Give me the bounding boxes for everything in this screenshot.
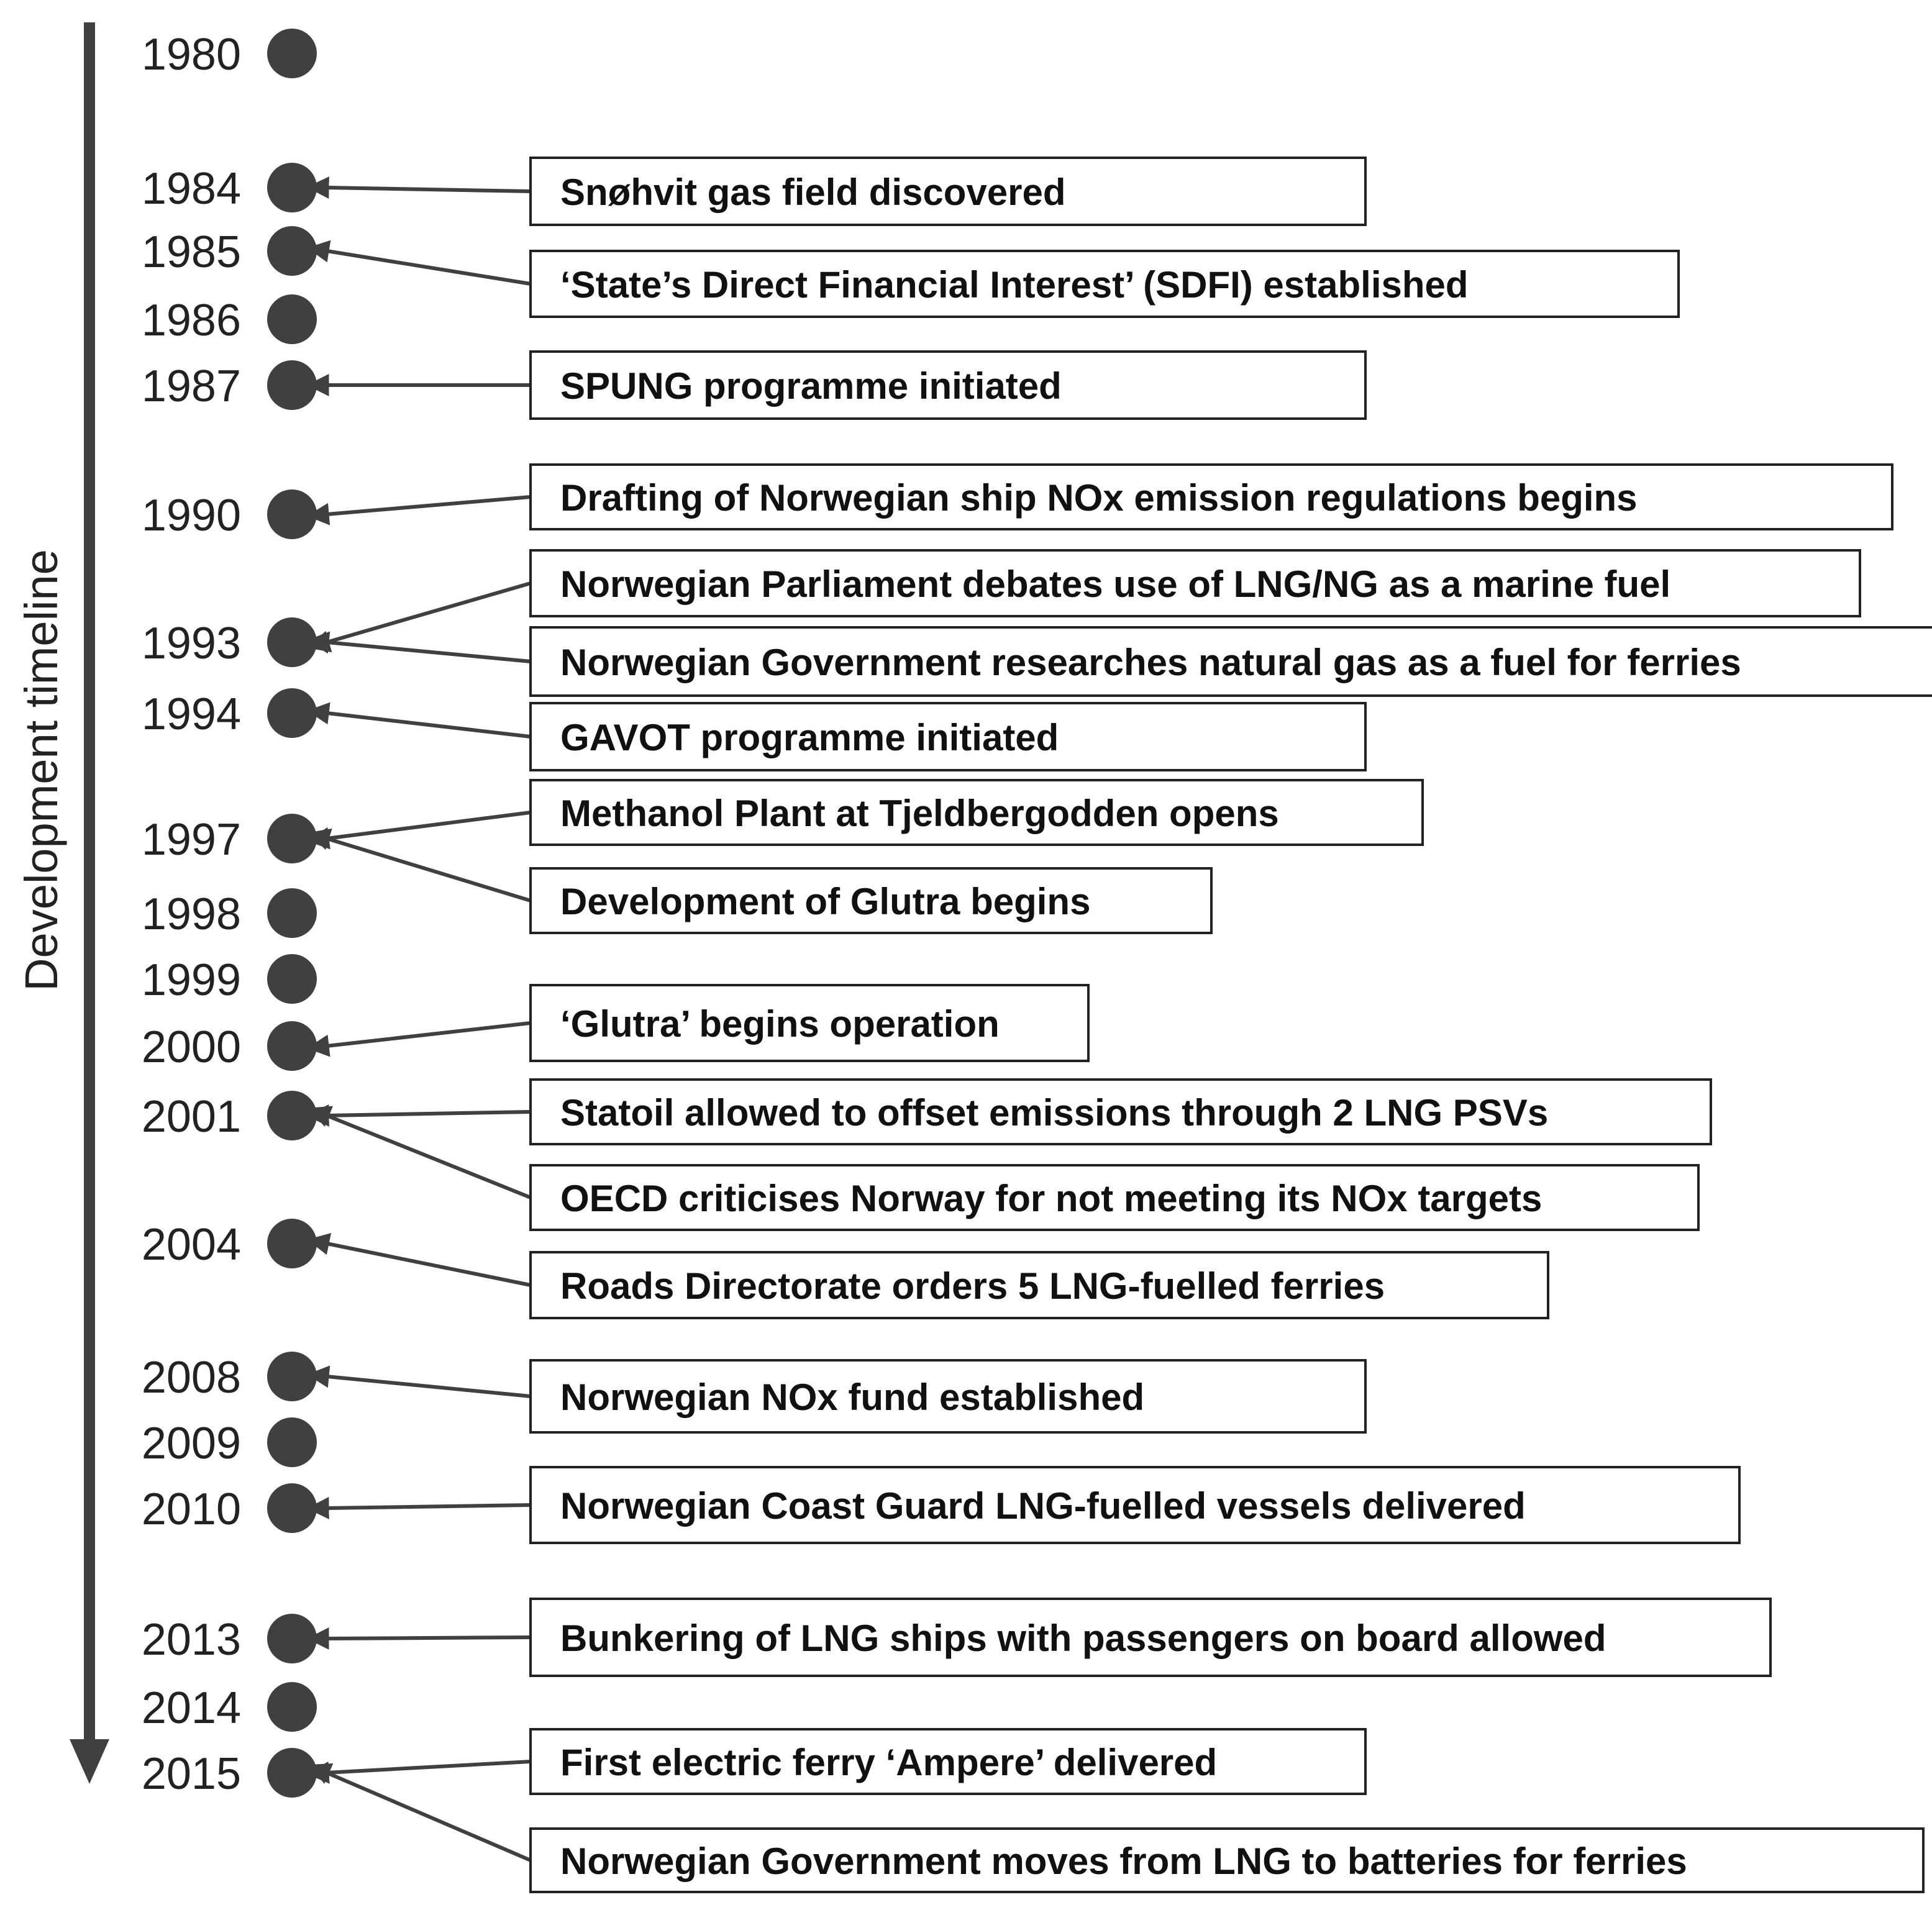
year-label: 1980: [141, 30, 241, 80]
event-connector: [327, 251, 531, 284]
year-marker: [142, 1219, 317, 1270]
year-marker: [142, 360, 317, 411]
year-marker: [142, 294, 317, 345]
year-dot: [267, 888, 317, 938]
year-dot: [267, 814, 317, 863]
event-connector: [327, 1773, 531, 1860]
year-marker: [142, 954, 317, 1005]
event-text: Snøhvit gas field discovered: [560, 171, 1066, 213]
event-text: SPUNG programme initiated: [560, 365, 1062, 407]
year-marker: [142, 888, 317, 939]
year-dot: [267, 360, 317, 410]
event-connector: [327, 812, 531, 839]
event-text: Statoil allowed to offset emissions through 2 LNG PSVs: [560, 1092, 1549, 1134]
event-connector: [327, 1376, 531, 1396]
event-box: [531, 703, 1365, 770]
year-label: 2009: [141, 1419, 241, 1468]
year-marker: [142, 163, 317, 214]
year-marker: [142, 1352, 317, 1403]
year-dot: [267, 163, 317, 212]
year-dot: [267, 1021, 317, 1071]
event-box: [531, 465, 1892, 529]
event-text: ‘State’s Direct Financial Interest’ (SDFI) established: [560, 264, 1469, 306]
event-box: [531, 780, 1423, 845]
event-text: Drafting of Norwegian ship NOx emission regulations begins: [560, 477, 1638, 519]
year-dot: [267, 1219, 317, 1268]
year-dot: [267, 954, 317, 1004]
year-dot: [267, 489, 317, 539]
year-label: 1993: [141, 619, 241, 668]
event-box: [531, 1829, 1923, 1892]
event-connector: [327, 497, 531, 514]
year-label: 1987: [141, 362, 241, 411]
year-label: 1997: [141, 815, 241, 865]
year-marker: [142, 1483, 317, 1534]
event-box: [531, 352, 1365, 419]
year-dot: [267, 688, 317, 738]
year-dot: [267, 226, 317, 276]
event-connector: [327, 1637, 531, 1639]
event-connector: [327, 188, 531, 191]
event-box: [531, 1252, 1548, 1318]
year-label: 2015: [141, 1749, 241, 1799]
event-connector: [327, 1112, 531, 1116]
axis-arrow-icon: [70, 1739, 109, 1784]
year-dot: [267, 294, 317, 344]
event-box: [531, 868, 1211, 933]
event-connector: [327, 1023, 531, 1046]
event-box: [531, 1360, 1365, 1432]
event-box: [531, 1467, 1739, 1543]
year-label: 2001: [141, 1092, 241, 1142]
event-text: Norwegian Coast Guard LNG-fuelled vessels delivered: [560, 1485, 1526, 1527]
event-connector: [327, 1116, 531, 1198]
year-label: 2000: [141, 1022, 241, 1072]
year-marker: [142, 1682, 317, 1733]
event-box: [531, 158, 1365, 225]
year-label: 2013: [141, 1615, 241, 1665]
event-box: [531, 1729, 1365, 1794]
event-box: [531, 1599, 1770, 1676]
year-marker: [142, 1748, 317, 1799]
event-box: [531, 1080, 1711, 1144]
event-connector: [327, 642, 531, 662]
event-text: Norwegian Government researches natural gas as a fuel for ferries: [560, 642, 1741, 683]
year-dot: [267, 1091, 317, 1140]
connectors: [327, 188, 531, 1860]
event-text: Norwegian Government moves from LNG to batteries for ferries: [560, 1840, 1687, 1882]
year-marker: [142, 489, 317, 540]
year-dot: [267, 1614, 317, 1663]
event-text: Roads Directorate orders 5 LNG-fuelled ferries: [560, 1265, 1385, 1307]
axis-label: Development timeline: [16, 549, 67, 991]
event-text: Norwegian NOx fund established: [560, 1376, 1145, 1418]
event-boxes: [531, 158, 1932, 1892]
event-connector: [327, 583, 531, 642]
event-connector: [327, 1505, 531, 1508]
event-connector: [327, 1244, 531, 1285]
year-marker: [142, 1417, 317, 1468]
event-text: Norwegian Parliament debates use of LNG/NG as a marine fuel: [560, 563, 1671, 605]
year-marker: [142, 688, 317, 739]
event-text: First electric ferry ‘Ampere’ delivered: [560, 1742, 1218, 1783]
event-text: Methanol Plant at Tjeldbergodden opens: [560, 793, 1279, 834]
year-label: 1986: [141, 296, 241, 345]
year-dot: [267, 1748, 317, 1798]
event-connector: [327, 713, 531, 737]
year-marker: [142, 617, 317, 668]
event-box: [531, 550, 1860, 616]
event-text: GAVOT programme initiated: [560, 717, 1059, 758]
year-dot: [267, 1682, 317, 1732]
year-dot: [267, 1417, 317, 1467]
event-connector: [327, 1762, 531, 1773]
event-text: Development of Glutra begins: [560, 881, 1091, 922]
development-axis: [70, 22, 109, 1784]
year-label: 2014: [141, 1683, 241, 1733]
event-box: [531, 1165, 1698, 1230]
year-markers: [142, 29, 317, 1799]
year-label: 1990: [141, 491, 241, 540]
year-dot: [267, 617, 317, 667]
year-label: 1998: [141, 889, 241, 939]
event-box: [531, 985, 1088, 1061]
year-marker: [142, 814, 317, 865]
year-marker: [142, 29, 317, 80]
year-marker: [142, 1614, 317, 1665]
year-marker: [142, 1021, 317, 1072]
year-label: 1984: [141, 164, 241, 214]
year-dot: [267, 1352, 317, 1401]
event-box: [531, 627, 1932, 696]
year-dot: [267, 1483, 317, 1533]
event-box: [531, 251, 1679, 317]
year-label: 2010: [141, 1485, 241, 1534]
event-connector: [327, 839, 531, 901]
event-text: ‘Glutra’ begins operation: [560, 1003, 1000, 1045]
year-dot: [267, 29, 317, 78]
year-label: 2008: [141, 1353, 241, 1403]
year-marker: [142, 226, 317, 277]
year-label: 1999: [141, 955, 241, 1005]
year-marker: [142, 1091, 317, 1142]
event-text: OECD criticises Norway for not meeting its NOx targets: [560, 1178, 1542, 1219]
event-text: Bunkering of LNG ships with passengers on board allowed: [560, 1617, 1606, 1659]
year-label: 1985: [141, 227, 241, 277]
year-label: 2004: [141, 1220, 241, 1270]
year-label: 1994: [141, 689, 241, 739]
